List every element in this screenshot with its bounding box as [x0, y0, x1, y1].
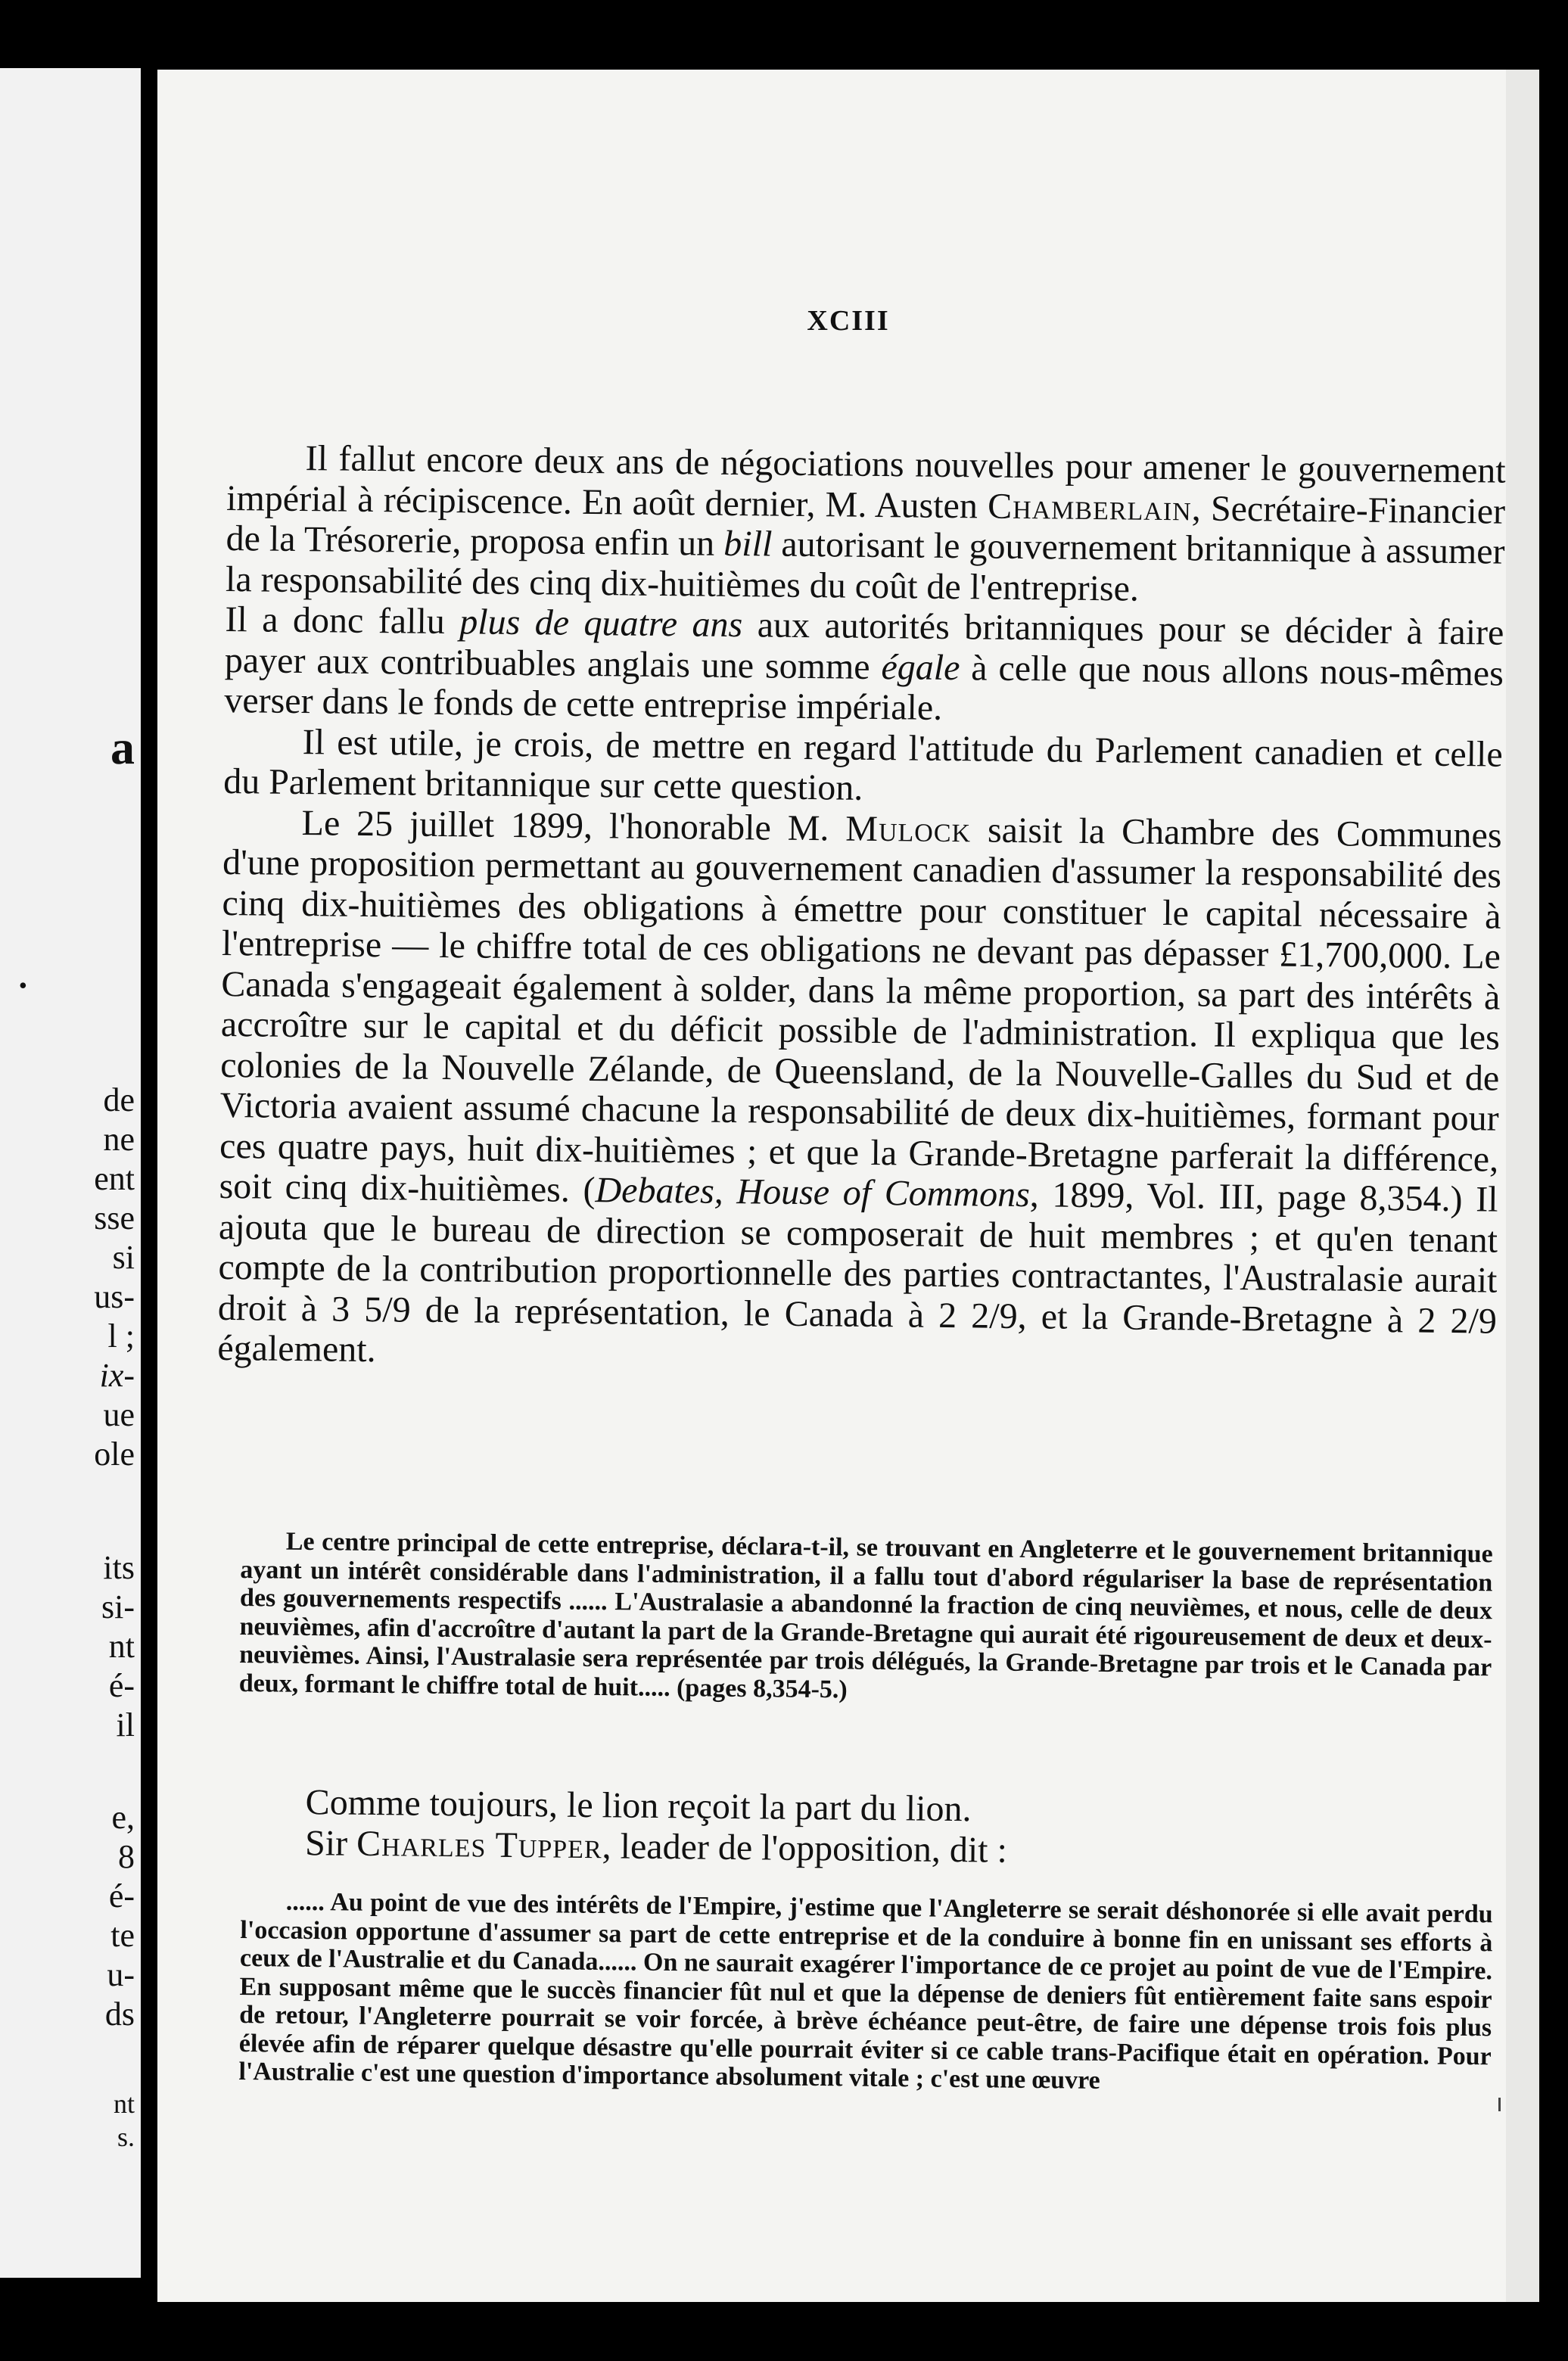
paragraph-text: , Secrétaire-Financier de la Trésorerie, proposa enfin un: [226, 487, 1506, 564]
left-page-fragment: sse: [94, 1199, 135, 1236]
left-page-fragment: ue: [103, 1396, 135, 1433]
left-page-fragment: te: [110, 1917, 135, 1954]
paragraph-text: Il a donc fallu: [225, 599, 460, 642]
paragraph-text: aux autorités britanniques pour se décider à faire payer aux contribuables anglais une somme: [224, 605, 1504, 687]
page-edge-shadow: [1506, 70, 1539, 2302]
left-page-fragment: ole: [94, 1436, 135, 1473]
left-page-fragment: é-: [108, 1877, 135, 1915]
person-name: Chamberlain: [987, 486, 1193, 528]
person-name: Mulock: [845, 808, 972, 850]
left-page-fragment: nt: [108, 1628, 135, 1665]
paragraph-text: à celle que nous allons nous-mêmes verser dans le fonds de cette entreprise impériale.: [224, 647, 1504, 728]
quote-paragraph: ...... Au point de vue des intérêts de l'Empire, j'estime que l'Angleterre se serait déshonorée si elle avait perdu l'occasion opportune d'assumer sa part de cette entreprise et de la conduire à bonne fin en unissant ses efforts à ceux de l'Australie et du Canada...... On ne saurait exagérer l'importance de ce projet au point de vue de l'Empire. En supposant même que le succès financier fût nul et que la dépense de deniers fût entièrement faite sans espoir de retour, l'Angleterre pourrait se voir forcée, à brève échéance peut-être, de faire une dépense trois fois plus élevée afin de réparer quelque désastre qu'elle pourrait éviter si ce cable trans-Pacifique était en opération. Pour l'Australie c'est une question d'importance absolument vitale ; c'est une œuvre: [238, 1887, 1493, 2095]
left-page-fragment: l ;: [107, 1317, 135, 1355]
left-page-fragment: ds: [104, 1995, 135, 2033]
left-page-fragment: e,: [111, 1799, 135, 1836]
left-page-fragment: us-: [94, 1278, 135, 1315]
page-number: XCIII: [807, 305, 890, 337]
main-text-block-2: [226, 1781, 1506, 1876]
left-page-fragment: a: [110, 720, 135, 774]
left-page-fragment: nt: [113, 2089, 135, 2119]
left-page-fragment: il: [116, 1706, 135, 1744]
document-page: [157, 70, 1539, 2302]
spine-gutter: [141, 68, 157, 2278]
left-page-dot: •: [18, 972, 27, 999]
paragraph-text: saisit la Chambre des Communes d'une proposition permettant au gouvernement canadien d'assumer la responsabilité des cinq dix-huitièmes des obligations à émettre pour constituer le capital nécessaire à l'entreprise — le chiffre total de ces obligations ne devant pas dépasser £1,700,000. Le Canada s'engageait également à solder, dans la même proportion, sa part des intérêts à accroître sur le capital et du déficit possible de l'administration. Il expliqua que les colonies de la Nouvelle Zélande, de Queensland, de la Nouvelle-Galles du Sud et de Victoria avaient assumé chacune la responsabilité de deux dix-huitièmes, formant pour ces quatre pays, huit dix-huitièmes ; et que la Grande-Bretagne parferait la différence, soit cinq dix-huitièmes. (: [219, 809, 1502, 1211]
left-page-fragment: its: [103, 1549, 135, 1586]
emphasis-text: bill: [723, 523, 773, 565]
quote-block-1: [239, 1527, 1493, 1710]
paragraph-text: , leader de l'opposition, dit :: [602, 1825, 1008, 1871]
left-page-fragment: si-: [101, 1588, 135, 1625]
quote-block-2: [238, 1887, 1493, 2099]
left-page-fragment: ix-: [99, 1357, 135, 1394]
paragraph-2: [224, 599, 1504, 734]
citation-text: Debates, House of Commons: [595, 1170, 1031, 1215]
paragraph-text: Le 25 juillet 1899, l'honorable M.: [301, 802, 846, 849]
paragraph-text: autorisant le gouvernement britannique à assumer la responsabilité des cinq dix-huitièmes du coût de l'entreprise.: [225, 524, 1505, 609]
paragraph-text: Sir: [304, 1822, 357, 1864]
quote-paragraph: Le centre principal de cette entreprise, déclara-t-il, se trouvant en Angleterre et le gouvernement britannique ayant un intérêt considérable dans l'administration, il a fallu tout d'abord régulariser la base de représentation des gouvernements respectifs ...... L'Australasie a abandonné la fraction de cinq neuvièmes, et nous, celle de deux neuvièmes, afin d'accroître d'autant la part de la Grande-Bretagne qui aurait été rigoureusement de deux et deux-neuvièmes. Ainsi, l'Australasie sera représentée par trois délégués, la Grande-Bretagne par trois et le Canada par deux, formant le chiffre total de huit..... (pages 8,354-5.): [238, 1527, 1493, 1703]
left-page-fragment: ent: [94, 1160, 135, 1197]
left-page-edge: [0, 68, 141, 2278]
paragraph-4: [217, 801, 1502, 1382]
left-page-fragment: u-: [107, 1956, 135, 1993]
emphasis-text: plus de quatre ans: [459, 602, 743, 645]
left-page-fragment: 8: [118, 1838, 135, 1875]
ink-speck: [1498, 2098, 1501, 2111]
emphasis-text: égale: [881, 646, 960, 688]
left-page-fragment: de: [103, 1081, 135, 1118]
left-page-fragment: é-: [108, 1667, 135, 1704]
left-page-fragment: si: [112, 1239, 135, 1276]
paragraph-text: , 1899, Vol. III, page 8,354.) Il ajouta que le bureau de direction se composerait de huit membres ; et qu'en tenant compte de la contribution proportionnelle des parties contractantes, l'Australasie aurait droit à 3 5/9 de la représentation, le Canada à 2 2/9, et la Grande-Bretagne à 2 2/9 également.: [217, 1174, 1498, 1370]
person-name: Charles Tupper: [356, 1823, 602, 1866]
left-page-fragment: s.: [117, 2122, 135, 2152]
paragraph-text: Il fallut encore deux ans de négociations nouvelles pour amener le gouvernement impérial à récipiscence. En août dernier, M. Austen: [226, 438, 1506, 527]
main-text-block: [217, 437, 1506, 1382]
left-page-fragment: ne: [103, 1121, 135, 1158]
paragraph-5: Comme toujours, le lion reçoit la part du lion.: [305, 1782, 972, 1830]
paragraph-1: [226, 437, 1506, 613]
paragraph-3: Il est utile, je crois, de mettre en regard l'attitude du Parlement canadien et celle du Parlement britannique sur cette question.: [222, 721, 1503, 808]
